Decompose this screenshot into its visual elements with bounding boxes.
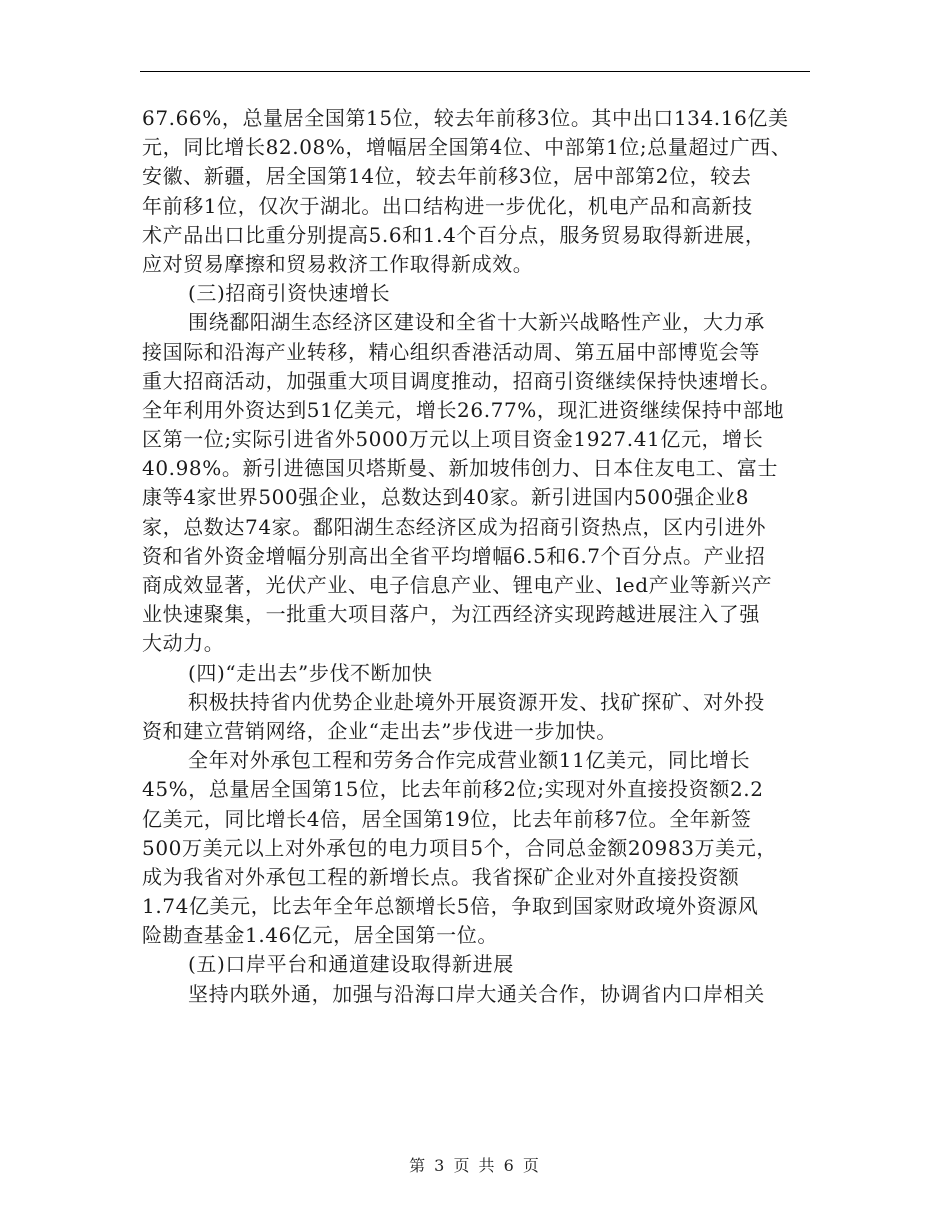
text-line: (五)口岸平台和通道建设取得新进展 (188, 952, 514, 977)
text-line: 重大招商活动，加强重大项目调度推动，招商引资继续保持快速增长。 (142, 368, 781, 393)
text-line: 67.66%，总量居全国第15位，较去年前移3位。其中出口134.16亿美 (142, 106, 789, 130)
text-line: 家，总数达74家。鄱阳湖生态经济区成为招商引资热点，区内引进外 (142, 514, 767, 539)
text-line: 业快速聚集，一批重大项目落户，为江西经济实现跨越进展注入了强 (142, 602, 760, 627)
text-line: 亿美元，同比增长4倍，居全国第19位，比去年前移7位。全年新签 (142, 806, 752, 831)
text-line: 500万美元以上对外承包的电力项目5个，合同总金额20983万美元， (142, 835, 777, 860)
text-line: 围绕鄱阳湖生态经济区建设和全省十大新兴战略性产业，大力承 (188, 310, 765, 335)
text-line: 元，同比增长82.08%，增幅居全国第4位、中部第1位;总量超过广西、 (142, 135, 792, 160)
text-line: 积极扶持省内优势企业赴境外开展资源开发、找矿探矿、对外投 (188, 689, 765, 714)
body-text (142, 104, 810, 1009)
text-line: 坚持内联外通，加强与沿海口岸大通关合作，协调省内口岸相关 (188, 981, 765, 1006)
page-footer: 第 3 页 共 6 页 (409, 1156, 541, 1175)
text-line: 1.74亿美元，比去年全年总额增长5倍，争取到国家财政境外资源风 (142, 894, 759, 919)
text-line: (三)招商引资快速增长 (188, 281, 391, 306)
text-line: (四)“走出去”步伐不断加快 (188, 660, 433, 685)
text-line: 年前移1位，仅次于湖北。出口结构进一步优化，机电产品和高新技 (142, 193, 753, 218)
text-line: 商成效显著，光伏产业、电子信息产业、锂电产业、led产业等新兴产 (142, 573, 773, 597)
text-line: 康等4家世界500强企业，总数达到40家。新引进国内500强企业8 (142, 485, 750, 510)
text-line: 40.98%。新引进德国贝塔斯曼、新加坡伟创力、日本住友电工、富士 (142, 456, 779, 481)
text-line: 全年对外承包工程和劳务合作完成营业额11亿美元，同比增长 (188, 748, 751, 773)
text-line: 安徽、新疆，居全国第14位，较去年前移3位，居中部第2位，较去 (142, 164, 752, 189)
header-rule (140, 71, 810, 72)
text-line: 接国际和沿海产业转移，精心组织香港活动周、第五届中部博览会等 (142, 339, 760, 364)
text-line: 大动力。 (142, 631, 225, 656)
text-line: 险勘查基金1.46亿元，居全国第一位。 (142, 923, 498, 948)
text-line: 术产品出口比重分别提高5.6和1.4个百分点，服务贸易取得新进展， (142, 222, 766, 247)
text-line: 资和省外资金增幅分别高出全省平均增幅6.5和6.7个百分点。产业招 (142, 543, 766, 568)
text-line: 区第一位;实际引进省外5000万元以上项目资金1927.41亿元，增长 (142, 427, 764, 452)
text-line: 应对贸易摩擦和贸易救济工作取得新成效。 (142, 251, 534, 276)
text-line: 资和建立营销网络，企业“走出去”步伐进一步加快。 (142, 718, 617, 743)
text-line: 成为我省对外承包工程的新增长点。我省探矿企业对外直接投资额 (142, 864, 740, 889)
text-line: 全年利用外资达到51亿美元，增长26.77%，现汇进资继续保持中部地 (142, 397, 785, 422)
text-line: 45%，总量居全国第15位，比去年前移2位;实现对外直接投资额2.2 (142, 777, 764, 802)
